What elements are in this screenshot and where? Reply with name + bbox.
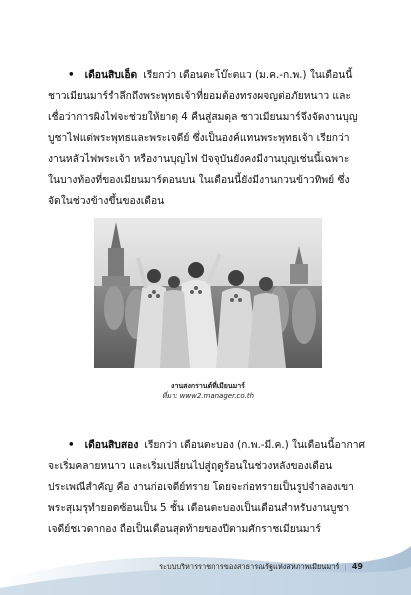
- text-line: งานหลัวไฟพระเจ้า หรืองานบุญไฟ ปัจจุบันยังคงมีงานบุญเช่นนี้เฉพาะ: [48, 153, 350, 165]
- text-line: ชาวเมียนมาร์รำลึกถึงพระพุทธเจ้าที่ยอมต้องทรงผจญต่อภัยหนาว และ: [48, 90, 351, 102]
- bullet-mark: •: [68, 69, 75, 81]
- bullet-mark: •: [68, 439, 75, 451]
- text-line: พระสุเมรุทำยอดซ้อนเป็น 5 ชั้น เดือนตะบองเป็นเดือนสำหรับงานบูชา: [48, 502, 350, 514]
- footer: [159, 561, 363, 573]
- term-month-11: เดือนสิบเอ็ด: [84, 69, 138, 81]
- paragraph-month-11: [48, 65, 386, 212]
- text-line: จัดในช่วงข้างขึ้นของเดือน: [48, 195, 165, 207]
- paragraph-first-line: [48, 65, 386, 86]
- festival-photo: [94, 218, 322, 368]
- footer-separator: |: [344, 562, 347, 571]
- paragraph-month-12: [48, 435, 386, 540]
- text-line: เจดีย์ชเวดากอง ถือเป็นเดือนสุดท้ายของปีตามศักราชเมียนมาร์: [48, 523, 321, 535]
- text-line: เชื่อว่าการผิงไฟจะช่วยให้ยาตุ 4 คืนสู่สมดุล ชาวเมียนมาร์จึงจัดงานบุญ: [48, 111, 358, 123]
- page-number: 49: [351, 562, 363, 571]
- text-line: บูชาไฟแด่พระพุทธและพระเจดีย์ ซึ่งเป็นองค์แทนพระพุทธเจ้า เรียกว่า: [48, 132, 350, 144]
- festival-photo-illustration: [94, 218, 322, 368]
- text-line: เรียกว่า เดือนตะโบ๊ะตแว (ม.ค.-ก.พ.) ในเดือนนี้: [143, 69, 353, 81]
- photo-caption: งานสงกรานต์ที่เมียนมาร์: [171, 382, 245, 390]
- text-line: ประเพณีสำคัญ คือ งานก่อเจดีย์ทราย โดยจะก่อทรายเป็นรูปจำลองเขา: [48, 481, 354, 493]
- text-line: ในบางท้องที่ของเมียนมาร์ตอนบน ในเดือนนี้ยังมีงานกวนข้าวทิพย์ ซึ่ง: [48, 174, 350, 186]
- text-line: เรียกว่า เดือนตะบอง (ก.พ.-มี.ค.) ในเดือนนี้อากาศ: [144, 439, 366, 451]
- paragraph-first-line: [48, 435, 386, 456]
- term-month-12: เดือนสิบสอง: [84, 439, 139, 451]
- footer-title: ระบบบริหารราชการของสาธารณรัฐแห่งสหภาพเมียนมาร์: [159, 562, 340, 571]
- text-line: จะเริ่มคลายหนาว และเริ่มเปลี่ยนไปสู่ฤดูร้อนในช่วงหลังของเดือน: [48, 460, 333, 472]
- photo-source: ที่มา: www2.manager.co.th: [161, 392, 255, 400]
